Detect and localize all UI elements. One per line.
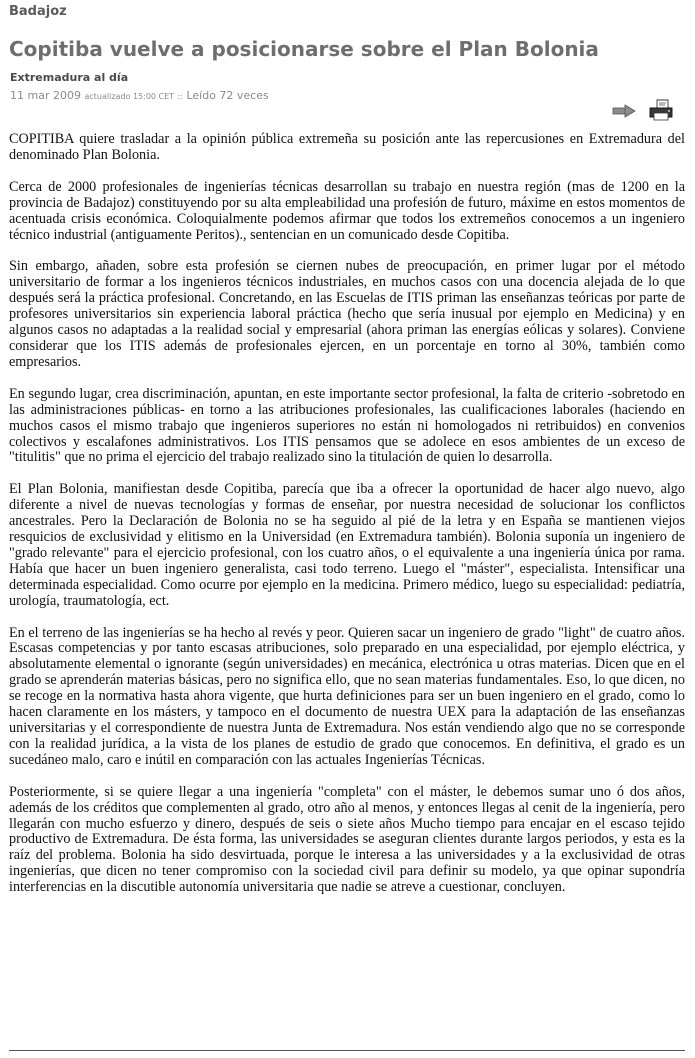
- arrow-right-icon[interactable]: [612, 103, 636, 117]
- article-meta: [10, 89, 269, 102]
- article-paragraph: Cerca de 2000 profesionales de ingenierías técnicas desarrollan su trabajo en nuestra región (mas de 1200 en la provincia de Badajoz) constituyendo por su alta empleabilidad una profesión de futuro, máxime en estos momentos de acentuada crisis económica. Coloquialmente podemos afirmar que todos los extremeños conocemos a un ingeniero técnico industrial (antiguamente Peritos)., sentencian en un comunicado desde Copitiba.: [9, 178, 685, 243]
- bottom-divider: [9, 1050, 685, 1051]
- article-body: [9, 132, 685, 896]
- article-paragraph: En segundo lugar, crea discriminación, apuntan, en este importante sector profesional, la falta de criterio -sobretodo en las administraciones públicas- en torno a las atribuciones profesionales, las cualificaciones laborales (haciendo en muchos casos el mismo trabajo que ingenieros superiores no están ni homologados ni retribuidos) en convenios colectivos y escalafones administrativos. Los ITIS pensamos que se adolece en esos ambientes de un exceso de "titulitis" que no prima el ejercicio del trabajo realizado sino la titulación de quien lo desarrolla.: [9, 385, 685, 466]
- section-label[interactable]: Badajoz: [9, 4, 67, 19]
- article-paragraph: Sin embargo, añaden, sobre esta profesión se ciernen nubes de preocupación, en primer lugar por el método universitario de formar a los ingenieros técnicos industriales, en muchos casos con una docencia alejada de lo que después será la práctica profesional. Concretando, en las Escuelas de ITIS priman las enseñanzas teóricas por parte de profesores universitarios sin experiencia laboral práctica (hecho que sería inusual por ejemplo en Medicina) y en algunos casos no adaptadas a la realidad social y empresarial (ahora priman las energías eólicas y solares). Conviene considerar que los ITIS además de profesionales ejercen, en un porcentaje en torno al 30%, también como empresarios.: [9, 258, 685, 370]
- printer-icon[interactable]: [648, 99, 674, 121]
- article-paragraph: En el terreno de las ingenierías se ha hecho al revés y peor. Quieren sacar un ingeniero de grado "light" de cuatro años. Escasas competencias y por tanto escasas atribuciones, solo preparado en una especialidad, por ejemplo eléctrica, y absolutamente elemental o ignorante (según universidades) en mecánica, electrónica u otras materias. Dicen que en el grado se aprenderán materias básicas, pero no significa ello, que no sean materias fundamentales. Eso, lo que dicen, no se recoge en la normativa hasta ahora vigente, que hurta definiciones para ser un buen ingeniero en el grado, como lo hacen claramente en los másters, y tampoco en el documento de nuestra UEX para la adaptación de las enseñanzas universitarias y el correspondiente de nuestra Junta de Extremadura. Nos están vendiendo algo que no se corresponde con la realidad jurídica, a la vista de los planes de estudio de grado que conocemos. En definitiva, el grado es un sucedáneo malo, caro e inútil en comparación con las actuales Ingenierías Técnicas.: [9, 624, 685, 768]
- read-count: Leído 72 veces: [186, 89, 269, 102]
- article-date: 11 mar 2009: [10, 89, 81, 102]
- article-paragraph: Posteriormente, si se quiere llegar a una ingeniería "completa" con el máster, le debemos sumar uno ó dos años, además de los créditos que complementen al grado, otro año al menos, y entonces llegas al cenit de la ingeniería, pero llegarán con mucho esfuerzo y dinero, después de seis o siete años Mucho tiempo para encajar en el escaso tejido productivo de Extremadura. De ésta forma, las universidades se aseguran clientes durante largos periodos, y esta es la raíz del problema. Bolonia ha sido desvirtuada, porque le interesa a las universidades y a la exclusividad de otras ingenierías, que dicen no tener compromiso con la sociedad civil para definir su modelo, ya que opinar supondría interferencias en la discutible autonomía universitaria que nadie se atreve a cuestionar, concluyen.: [9, 783, 685, 896]
- meta-separator: ::: [177, 92, 183, 101]
- article-tools: [612, 99, 682, 123]
- updated-label: actualizado 15:00 CET: [84, 92, 175, 101]
- article-source: Extremadura al día: [10, 71, 129, 84]
- article-paragraph: COPITIBA quiere trasladar a la opinión pública extremeña su posición ante las repercusiones en Extremadura del denominado Plan Bolonia.: [9, 131, 685, 163]
- article-title: Copitiba vuelve a posicionarse sobre el Plan Bolonia: [9, 37, 599, 61]
- article-paragraph: El Plan Bolonia, manifiestan desde Copitiba, parecía que iba a ofrecer la oportunidad de hacer algo nuevo, algo diferente a nivel de nuevas tecnologías y formas de enseñar, por nuestra necesidad de solucionar los conflictos ancestrales. Pero la Declaración de Bolonia no se ha seguido al pié de la letra y en España se mantienen viejos resquicios de exclusividad y elitismo en la Universidad (en Extremadura también). Bolonia suponía un ingeniero de "grado relevante" para el ejercicio profesional, con los cuatro años, o el equivalente a una ingeniería única por rama. Había que hacer un buen ingeniero generalista, casi todo terreno. Luego el "máster", especialista. Intensificar una determinada especialidad. Como ocurre por ejemplo en la medicina. Primero médico, luego su especialidad: pediatría, urología, traumatología, ect.: [9, 481, 685, 609]
